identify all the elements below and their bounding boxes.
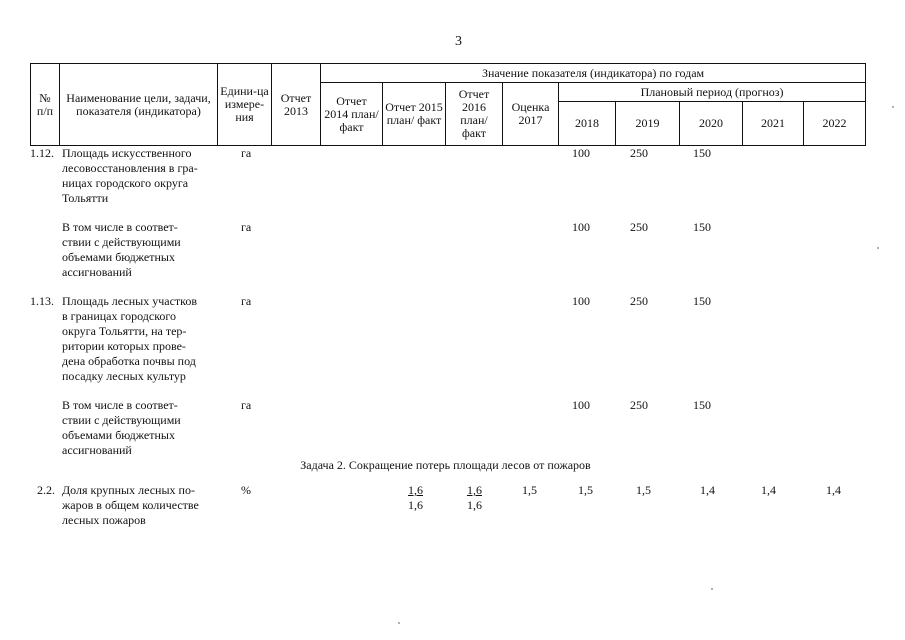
value-2018: 100 [572,220,590,234]
value-2016-fact: 1,6 [467,498,482,512]
row-name-line: ассигнований [62,443,132,457]
row-name-line: объемами бюджетных [62,250,175,264]
values-group-header: Значение показателя (индикатора) по годам [321,64,866,83]
value-2020: 150 [693,294,711,308]
row-name-line: дена обработка почвы под [62,354,196,368]
value-2022: 1,4 [826,483,841,497]
year-2019-header: 2019 [616,102,680,146]
value-2021: 1,4 [761,483,776,497]
scan-speck [398,622,400,624]
row-name-line: округа Тольятти, на тер- [62,324,187,338]
value-2020: 150 [693,220,711,234]
year-2020-header: 2020 [680,102,743,146]
col-num-header: № п/п [31,64,60,146]
row-number: 1.13. [30,294,54,308]
row-unit: % [241,483,251,497]
row-name-line: Тольятти [62,191,109,205]
planning-period-header: Плановый период (прогноз) [559,83,866,102]
row-name-line: В том числе в соответ- [62,220,178,234]
value-2020: 1,4 [700,483,715,497]
year-2018-header: 2018 [559,102,616,146]
row-number: 2.2. [37,483,55,497]
value-2018: 100 [572,146,590,160]
col-name-header: Наименование цели, задачи, показателя (индикатора) [60,64,218,146]
row-unit: га [241,398,252,412]
row-name-line: ритории которых прове- [62,339,186,353]
scan-speck [877,247,879,249]
value-2018: 100 [572,398,590,412]
value-2020: 150 [693,398,711,412]
year-2022-header: 2022 [804,102,866,146]
indicator-table-header [30,63,866,146]
row-name-line: объемами бюджетных [62,428,175,442]
scan-speck [711,588,713,590]
col-2015-header: Отчет 2015 план/ факт [383,83,446,146]
value-2018: 1,5 [578,483,593,497]
value-2019: 250 [630,146,648,160]
row-name-line: лесовосстановления в гра- [62,161,198,175]
value-2015-plan: 1,6 [408,483,423,497]
col-2014-header: Отчет 2014 план/ факт [321,83,383,146]
row-name-line: ствии с действующими [62,235,181,249]
value-2019: 1,5 [636,483,651,497]
row-name-line: в границах городского [62,309,177,323]
value-2015-fact: 1,6 [408,498,423,512]
task-heading: Задача 2. Сокращение потерь площади лесов от пожаров [300,458,591,472]
row-name-line: посадку лесных культур [62,369,186,383]
value-2016-plan: 1,6 [467,483,482,497]
row-unit: га [241,294,252,308]
value-2019: 250 [630,294,648,308]
scan-speck [892,106,894,108]
row-name-line: ницах городского округа [62,176,189,190]
row-name-line: ствии с действующими [62,413,181,427]
value-2020: 150 [693,146,711,160]
row-name-line: жаров в общем количестве [62,498,199,512]
row-name-line: В том числе в соответ- [62,398,178,412]
value-2018: 100 [572,294,590,308]
row-unit: га [241,146,252,160]
row-name-line: Доля крупных лесных по- [62,483,195,497]
row-name-line: ассигнований [62,265,132,279]
col-2017-header: Оценка 2017 [503,83,559,146]
col-unit-header: Едини-ца измере-ния [218,64,272,146]
value-2019: 250 [630,220,648,234]
value-2019: 250 [630,398,648,412]
col-2013-header: Отчет 2013 [272,64,321,146]
row-name-line: Площадь искусственного [62,146,192,160]
page-number: 3 [455,34,462,49]
row-number: 1.12. [30,146,54,160]
row-unit: га [241,220,252,234]
year-2021-header: 2021 [743,102,804,146]
row-name-line: Площадь лесных участков [62,294,198,308]
value-2017: 1,5 [522,483,537,497]
col-2016-header: Отчет 2016 план/ факт [446,83,503,146]
row-name-line: лесных пожаров [62,513,146,527]
